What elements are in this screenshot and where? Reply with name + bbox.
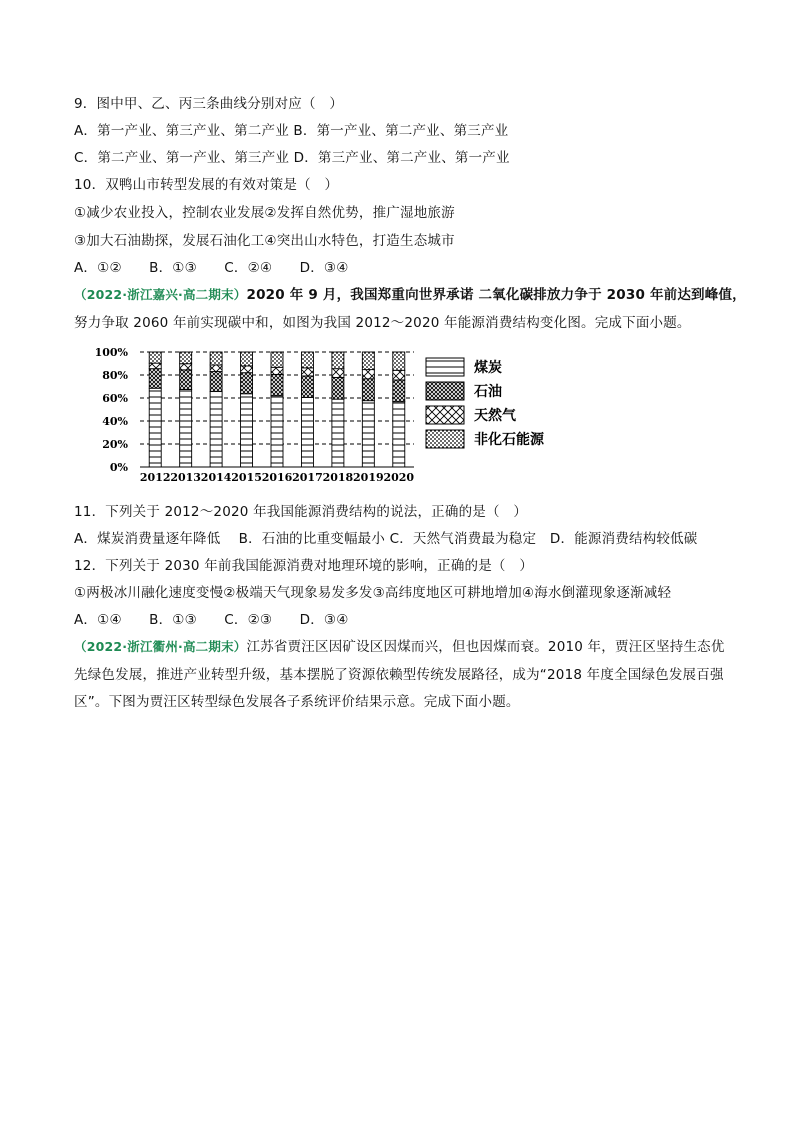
passage-1-line-2: 努力争取 2060 年前实现碳中和，如图为我国 2012～2020 年能源消费结构变化图。完成下面小题。: [74, 315, 691, 331]
bar-segment: [180, 389, 192, 467]
legend-label: 天然气: [474, 408, 516, 424]
bar-segment: [241, 394, 253, 467]
bar-segment: [393, 370, 405, 380]
bar-segment: [332, 352, 344, 369]
q10-statement-2: ③加大石油勘探，发展石油化工④突出山水特色，打造生态城市: [74, 233, 455, 249]
bar-segment: [180, 370, 192, 390]
q10-stem: 10．双鸭山市转型发展的有效对策是（ ）: [74, 177, 339, 193]
legend-label: 非化石能源: [474, 432, 544, 448]
bar-segment: [210, 372, 222, 392]
bar-segment: [332, 377, 344, 399]
legend-swatch: [426, 382, 464, 400]
y-tick-label: 20%: [102, 438, 128, 451]
passage-2-line-1: [74, 637, 725, 657]
bar-segment: [362, 401, 374, 467]
bar-segment: [301, 352, 313, 368]
q11-options: A．煤炭消费量逐年降低 B．石油的比重变幅最小 C．天然气消费最为稳定 D．能源消费结构较低碳: [74, 531, 698, 547]
bar-segment: [210, 365, 222, 372]
bar-segment: [362, 352, 374, 370]
bar-segment: [332, 399, 344, 467]
passage-1-source: （2022·浙江嘉兴·高二期末）: [74, 287, 247, 302]
y-tick-label: 60%: [102, 392, 128, 405]
bar-segment: [332, 369, 344, 378]
bar-segment: [149, 388, 161, 467]
passage-2-text-1: 江苏省贾汪区因矿设区因煤而兴，但也因煤而衰。2010 年，贾汪区坚持生态优: [246, 639, 725, 655]
y-tick-label: 80%: [102, 369, 128, 382]
passage-1-line-1: [74, 285, 746, 305]
passage-2-source: （2022·浙江衢州·高二期末）: [74, 639, 247, 654]
passage-2-line-3: 区”。下图为贾汪区转型绿色发展各子系统评价结果示意。完成下面小题。: [74, 694, 520, 710]
x-tick-label: 2014: [200, 471, 232, 484]
q11-stem: 11．下列关于 2012～2020 年我国能源消费结构的说法，正确的是（ ）: [74, 504, 528, 520]
x-tick-label: 2019: [353, 471, 384, 484]
legend-swatch: [426, 358, 464, 376]
bar-segment: [271, 396, 283, 467]
bar-segment: [393, 402, 405, 467]
x-tick-label: 2016: [261, 471, 293, 484]
q10-statement-1: ①减少农业投入，控制农业发展②发挥自然优势，推广湿地旅游: [74, 205, 455, 221]
bar-segment: [271, 374, 283, 395]
legend-label: 煤炭: [474, 360, 502, 376]
y-tick-label: 0%: [109, 461, 128, 474]
q10-options: A．①② B．①③ C．②④ D．③④: [74, 260, 349, 276]
x-tick-label: 2015: [231, 471, 262, 484]
q12-stem: 12．下列关于 2030 年前我国能源消费对地理环境的影响，正确的是（ ）: [74, 558, 534, 574]
passage-1-text-1: 2020 年 9 月，我国郑重向世界承诺 二氧化碳排放力争于 2030 年前达到峰值，: [246, 287, 746, 303]
q9-options-cd: C．第二产业、第一产业、第三产业 D．第三产业、第二产业、第一产业: [74, 150, 510, 166]
bar-segment: [301, 376, 313, 398]
bar-segment: [149, 369, 161, 389]
bar-segment: [362, 370, 374, 379]
bar-segment: [241, 352, 253, 366]
bar-segment: [149, 363, 161, 369]
bar-segment: [393, 380, 405, 402]
x-tick-label: 2013: [170, 471, 201, 484]
bar-segment: [180, 364, 192, 370]
bar-segment: [362, 379, 374, 401]
bar-segment: [271, 352, 283, 367]
y-tick-label: 100%: [96, 346, 128, 359]
q9-options-ab: A．第一产业、第三产业、第二产业 B．第一产业、第二产业、第三产业: [74, 123, 509, 139]
x-tick-label: 2018: [322, 471, 354, 484]
legend-layer: [426, 358, 545, 448]
bar-segment: [301, 368, 313, 376]
bar-segment: [241, 366, 253, 373]
bar-segment: [210, 352, 222, 365]
x-tick-label: 2020: [383, 471, 415, 484]
x-tick-label: 2017: [292, 471, 323, 484]
q9-stem: 9．图中甲、乙、丙三条曲线分别对应（ ）: [74, 96, 344, 112]
chart-svg: [96, 340, 566, 490]
bar-segment: [393, 352, 405, 370]
x-tick-label: 2012: [139, 471, 171, 484]
q12-statements: ①两极冰川融化速度变慢②极端天气现象易发多发③高纬度地区可耕地增加④海水倒灌现象逐渐减轻: [74, 585, 672, 601]
bar-segment: [301, 398, 313, 467]
energy-structure-chart: [96, 340, 566, 490]
bar-segment: [149, 352, 161, 363]
legend-swatch: [426, 430, 464, 448]
passage-2-line-2: 先绿色发展，推进产业转型升级，基本摆脱了资源依赖型传统发展路径，成为“2018 年度全国绿色发展百强: [74, 667, 724, 683]
bar-segment: [210, 392, 222, 467]
y-tick-label: 40%: [102, 415, 128, 428]
legend-swatch: [426, 406, 464, 424]
bar-segment: [180, 352, 192, 364]
bar-segment: [271, 367, 283, 374]
legend-label: 石油: [474, 384, 502, 400]
bar-segment: [241, 373, 253, 394]
q12-options: A．①④ B．①③ C．②③ D．③④: [74, 612, 349, 628]
bars-layer: [149, 352, 405, 467]
